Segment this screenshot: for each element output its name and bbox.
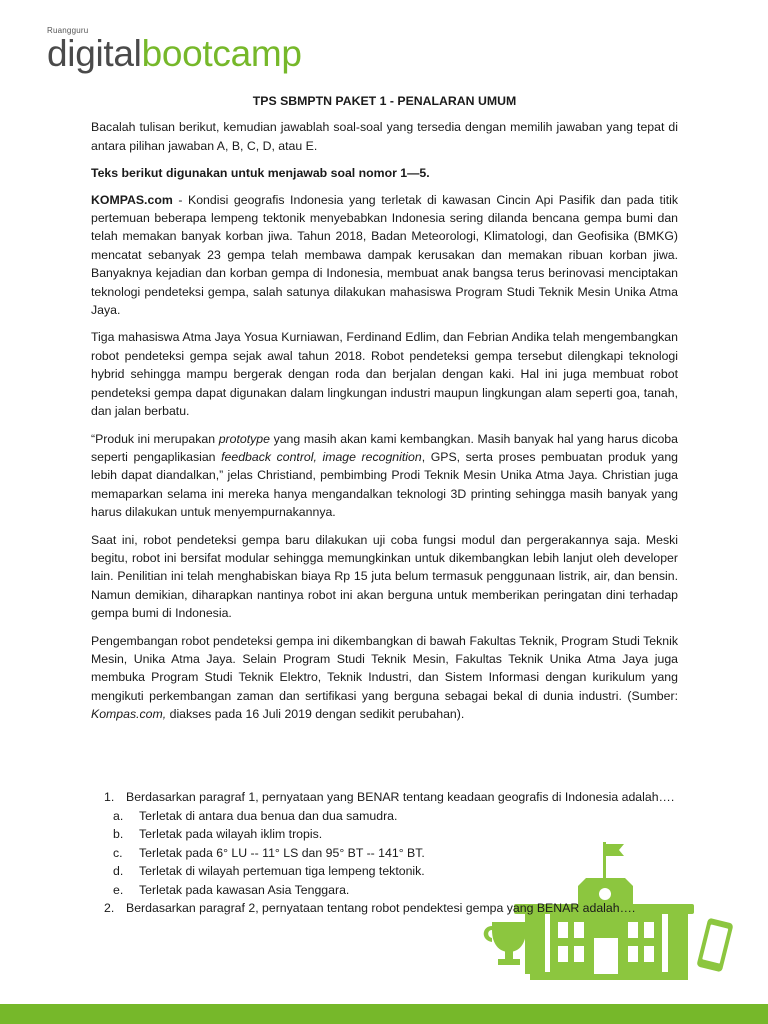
paragraph-3 xyxy=(91,430,678,522)
lead-paragraph: Teks berikut digunakan untuk menjawab soal nomor 1—5. xyxy=(91,166,430,181)
paragraph-5 xyxy=(91,632,678,724)
paragraph-5-part-a: Pengembangan robot pendeteksi gempa ini dikembangkan di bawah Fakultas Teknik, Program Studi Teknik Mesin, Unika Atma Jaya. Selain Program Studi Teknik Mesin, Fakultas Teknik Unika Atma Jaya juga membuka Program Studi Teknik Elektro, Teknik Industri, dan Sistem Informasi dengan kurikulum yang mengikuti perkembangan zaman dan sertifikasi yang berguna sebagai bekal di dunia industri. (Sumber: xyxy=(91,633,678,703)
option-b xyxy=(104,825,684,844)
question-list xyxy=(104,788,684,918)
phone-icon xyxy=(696,918,733,973)
footer-bar xyxy=(0,1004,768,1024)
paragraph-1 xyxy=(91,191,678,320)
paragraph-3-italic-2: feedback control, image recognition xyxy=(221,449,422,464)
option-e xyxy=(104,881,684,900)
question-text: Berdasarkan paragraf 1, pernyataan yang BENAR tentang keadaan geografis di Indonesia adalah…. xyxy=(126,790,675,804)
paragraph-3-part-c: , GPS, serta proses pembuatan produk yang lebih dapat diandalkan,” jelas Christiand, pembimbing Prodi Teknik Mesin Unika Atma Jaya. Christian juga memaparkan selama ini mereka hanya mengandalkan teknologi 3D printing sehingga masih banyak yang harus dilakukan untuk menyempurnakannya. xyxy=(91,449,678,520)
option-d xyxy=(104,862,684,881)
paragraph-3-part-a: “Produk ini merupakan xyxy=(91,431,219,446)
option-text: Terletak pada wilayah iklim tropis. xyxy=(139,827,323,841)
paragraph-5-part-b: diakses pada 16 Juli 2019 dengan sedikit perubahan). xyxy=(166,707,465,722)
paragraph-2: Tiga mahasiswa Atma Jaya Yosua Kurniawan, Ferdinand Edlim, dan Febrian Andika telah mengembangkan robot pendeteksi gempa sejak awal tahun 2018. Robot pendeteksi gempa tersebut dilengkapi teknologi hybrid sehingga mampu bergerak dengan roda dan berjalan dengan kaki. Hal ini juga membuat robot pendeteksi gempa dapat digunakan dalam lingkungan industri maupun lingkungan alam seperti goa, tanah, dan jalan berbatu. xyxy=(91,330,678,419)
option-text: Terletak di wilayah pertemuan tiga lempeng tektonik. xyxy=(139,864,425,878)
option-letter: e. xyxy=(113,882,124,897)
document-body xyxy=(91,92,678,733)
option-letter: c. xyxy=(113,845,123,860)
option-text: Terletak pada kawasan Asia Tenggara. xyxy=(139,882,350,897)
brand-small-label: Ruangguru xyxy=(47,26,89,35)
option-letter: a. xyxy=(113,808,124,823)
paragraph-3-italic-1: prototype xyxy=(218,431,270,446)
option-letter: d. xyxy=(113,864,124,878)
option-text: Terletak pada 6° LU -- 11° LS dan 95° BT -- 141° BT. xyxy=(139,845,425,860)
brand-header xyxy=(47,26,302,72)
instruction-paragraph: Bacalah tulisan berikut, kemudian jawablah soal-soal yang tersedia dengan memilih jawaban yang tepat di antara pilihan jawaban A, B, C, D, atau E. xyxy=(91,120,678,153)
paragraph-3-part-b: yang masih akan kami kembangkan. Masih banyak hal yang harus dicoba seperti pengaplikasian xyxy=(91,431,678,464)
paragraph-1-text: - Kondisi geografis Indonesia yang terletak di kawasan Cincin Api Pasifik dan pada titik pertemuan beberapa lempeng tektonik menyebabkan Indonesia sering dilanda bencana gempa bumi dan telah memakan banyak korban jiwa. Tahun 2018, Badan Meteorologi, Klimatologi, dan Geofisika (BMKG) mencatat sebanyak 23 gempa telah membawa dampak kerusakan dan memakan ribuan korban jiwa. Banyaknya kejadian dan korban gempa di Indonesia, membuat anak bangsa terus berinovasi menciptakan teknologi pendeteksi gempa, salah satunya dilakukan mahasiswa Program Studi Teknik Mesin Unika Atma Jaya. xyxy=(91,192,678,318)
option-a xyxy=(104,807,684,826)
source-name: KOMPAS.com xyxy=(91,192,173,207)
logo-bootcamp: bootcamp xyxy=(141,33,302,74)
question-1 xyxy=(104,788,684,807)
option-letter: b. xyxy=(113,827,124,841)
question-text: Berdasarkan paragraf 2, pernyataan tentang robot pendektesi gempa yang BENAR adalah…. xyxy=(126,901,636,915)
paragraph-4: Saat ini, robot pendeteksi gempa baru dilakukan uji coba fungsi modul dan pergerakannya saja. Meski begitu, robot ini bersifat modular sehingga memungkinkan untuk dikembangkan lebih lanjut oleh developer lain. Penilitian ini telah menghabiskan biaya Rp 15 juta belum termasuk penggunaan listrik, air, dan bensin. Namun demikian, diharapkan nantinya robot ini akan berguna untuk memberikan peringatan dini terhadap gempa bumi di Indonesia. xyxy=(91,532,678,621)
logo-digital: digital xyxy=(47,33,142,74)
brand-logo xyxy=(47,33,302,74)
question-number: 2. xyxy=(104,901,115,915)
paragraph-5-italic: Kompas.com, xyxy=(91,707,167,722)
document-title: TPS SBMPTN PAKET 1 - PENALARAN UMUM xyxy=(252,94,517,108)
question-number: 1. xyxy=(104,790,115,804)
question-2 xyxy=(104,899,684,918)
option-c xyxy=(104,844,684,863)
option-text: Terletak di antara dua benua dan dua samudra. xyxy=(139,808,398,823)
